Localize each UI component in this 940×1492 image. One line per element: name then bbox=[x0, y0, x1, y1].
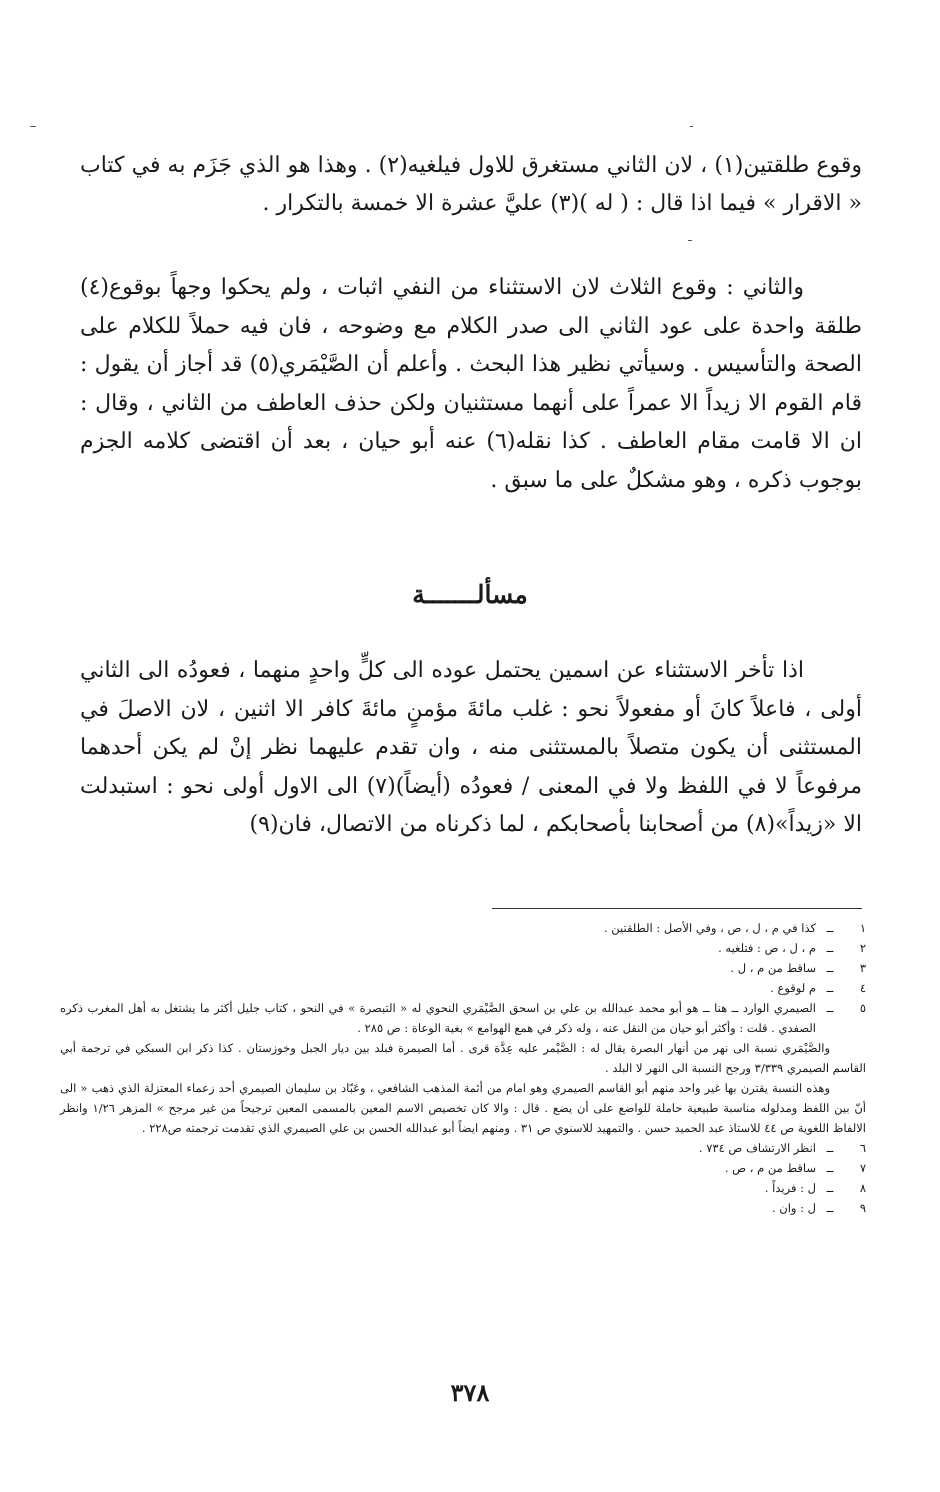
scan-mark bbox=[30, 126, 36, 127]
footnote-text: م لوقوع . bbox=[770, 981, 816, 995]
footnote-5-continuation: والصَّيْمَري نسبة الى نهر من أنهار البصرة يقال له : الصَّيْمر عليه عِدَّة قرى . أما الصيمرة فبلد بين ديار الجبل وخوزستان . كذا ذكر ابن السبكي في ترجمة أبي القاسم الصيمري ٣/٣٣٩ ورجح النسبة الى النهر لا البلد . bbox=[60, 1041, 866, 1075]
footnote-9 bbox=[60, 1198, 866, 1218]
footnote-number: ٣ bbox=[859, 961, 866, 975]
scan-mark bbox=[688, 240, 692, 241]
scan-mark bbox=[690, 126, 693, 127]
section-heading: مسألـــــــة bbox=[412, 580, 528, 609]
footnote-3 bbox=[60, 958, 866, 978]
footnote-4 bbox=[60, 978, 866, 998]
footnotes bbox=[60, 918, 866, 1218]
footnote-dash: ــ bbox=[826, 1001, 834, 1015]
footnote-2 bbox=[60, 938, 866, 958]
footnote-dash: ــ bbox=[826, 1161, 834, 1175]
footnote-7 bbox=[60, 1158, 866, 1178]
footnote-text: الصيمري الوارد ــ هنا ــ هو أبو محمد عبدالله بن علي بن اسحق الصَّيْمَري النحوي له « التبصرة » في النحو ، كتاب جليل أكثر ما يشتغل به أهل المغرب ذكره الصفدي . قلت : وأكثر أبو حيان من النقل عنه ، وله ذكر في همع الهوامع » بغية الوعاة : ص ٢٨٥ . bbox=[60, 1001, 816, 1035]
footnote-number: ٨ bbox=[859, 1181, 866, 1195]
footnote-number: ٩ bbox=[859, 1201, 866, 1215]
footnote-text: انظر الارتشاف ص ٧٣٤ . bbox=[698, 1141, 816, 1155]
page-number: ٣٧٨ bbox=[450, 1378, 490, 1407]
footnote-text: م ، ل ، ص : فتلغيه . bbox=[718, 941, 816, 955]
footnote-5 bbox=[60, 998, 866, 1038]
footnote-dash: ــ bbox=[826, 1201, 834, 1215]
footnote-text: ل : فريداً . bbox=[764, 1181, 816, 1195]
footnote-dash: ــ bbox=[826, 941, 834, 955]
footnote-number: ٦ bbox=[859, 1141, 866, 1155]
paragraph-1: وقوع طلقتين(١) ، لان الثاني مستغرق للاول فيلغيه(٢) . وهذا هو الذي جَزَم به في كتاب « الاقرار » فيما اذا قال : ( له )(٣) عليَّ عشرة الا خمسة بالتكرار . bbox=[80, 153, 862, 216]
paragraph-2: والثاني : وقوع الثلاث لان الاستثناء من النفي اثبات ، ولم يحكوا وجهاً بوقوع(٤) طلقة واحدة على عود الثاني الى صدر الكلام مع وضوحه ، فان فيه حملاً للكلام على الصحة والتأسيس . وسيأتي نظير هذا البحث . وأعلم أن الصَّيْمَري(٥) قد أجاز أن يقول : قام القوم الا زيداً الا عمراً على أنهما مستثنيان ولكن حذف العاطف من الثاني ، وقال : ان الا قامت مقام العاطف . كذا نقله(٦) عنه أبو حيان ، بعد أن اقتضى كلامه الجزم بوجوب ذكره ، وهو مشكلٌ على ما سبق . bbox=[80, 275, 862, 493]
footnote-6 bbox=[60, 1138, 866, 1158]
footnote-number: ٢ bbox=[859, 941, 866, 955]
footnote-1 bbox=[60, 918, 866, 938]
footnote-text: ساقط من م ، ص . bbox=[724, 1161, 816, 1175]
footnote-text: كذا في م ، ل ، ص ، وفي الأصل : الطلقتين . bbox=[603, 921, 816, 935]
footnote-number: ١ bbox=[859, 921, 866, 935]
footnote-text: ل : وان . bbox=[771, 1201, 816, 1215]
footnote-dash: ــ bbox=[826, 981, 834, 995]
footnote-separator bbox=[492, 908, 862, 909]
paragraph-3: اذا تأخر الاستثناء عن اسمين يحتمل عوده الى كلٍّ واحدٍ منهما ، فعودُه الى الثاني أولى ، فاعلاً كانَ أو مفعولاً نحو : غلب مائةَ مؤمنٍ مائةَ كافر الا اثنين ، لان الاصلَ في المستثنى أن يكون متصلاً بالمستثنى منه ، وان تقدم عليهما نظر إنْ لم يكن أحدهما مرفوعاً لا في اللفظ ولا في المعنى / فعودُه (أيضاً)(٧) الى الاول أولى نحو : استبدلت الا «زيداً»(٨) من أصحابنا بأصحابكم ، لما ذكرناه من الاتصال، فان(٩) bbox=[80, 658, 862, 837]
footnote-text: ساقط من م ، ل . bbox=[730, 961, 816, 975]
footnote-dash: ــ bbox=[826, 961, 834, 975]
footnote-number: ٥ bbox=[859, 1001, 866, 1015]
footnote-dash: ــ bbox=[826, 1181, 834, 1195]
footnote-dash: ــ bbox=[826, 1141, 834, 1155]
footnote-number: ٧ bbox=[859, 1161, 866, 1175]
footnote-8 bbox=[60, 1178, 866, 1198]
footnote-number: ٤ bbox=[859, 981, 866, 995]
footnote-5-continuation: وهذه النسبة يقترن بها غير واحد منهم أبو القاسم الصيمري وهو امام من أئمة المذهب الشافعي ، وعَبّاد بن سليمان الصيمري أحد زعماء المعتزلة الذي ذهب « الى أنّ بين اللفظ ومدلوله مناسبة طبيعية حاملة للواضع على أن يضع . قال : والا كان تخصيص الاسم المعين بالمسمى المعين ترجيحاً من غير مرجح » المزهر ١/٢٦ وانظر الالفاظ اللغوية ص ٤٤ للاستاذ عبد الحميد حسن . والتمهيد للاسنوي ص ٣١ . ومنهم ايضاً أبو عبدالله الحسن بن علي الصيمري الذي تقدمت ترجمته ص٢٢٨ . bbox=[60, 1081, 866, 1135]
footnote-dash: ــ bbox=[826, 921, 834, 935]
